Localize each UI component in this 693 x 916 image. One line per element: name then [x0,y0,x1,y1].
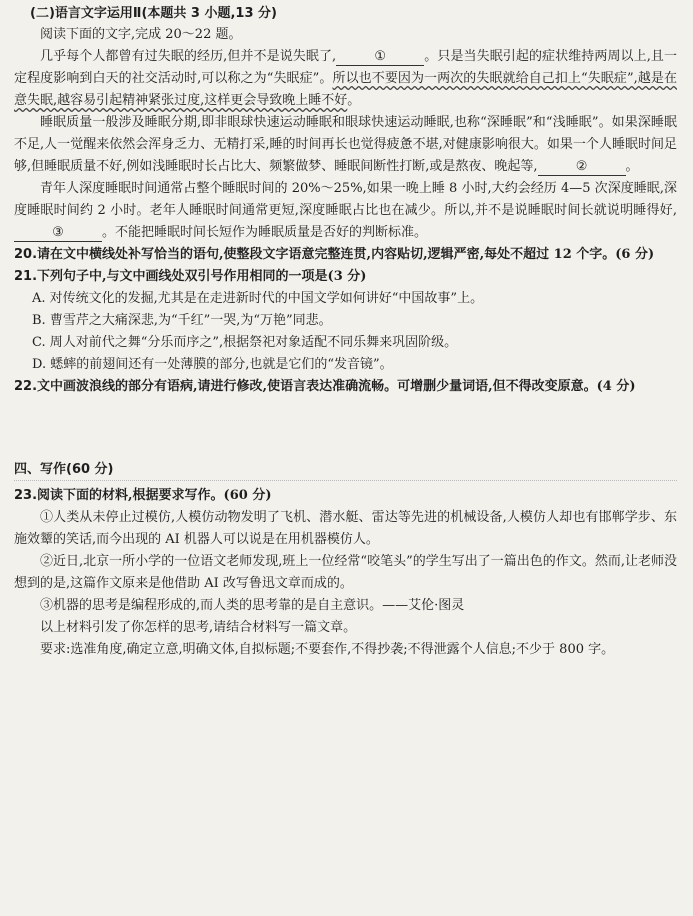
writing-section-title: 四、写作(60 分) [14,462,114,477]
material-1: ①人类从未停止过模仿,人模仿动物发明了飞机、潜水艇、雷达等先进的机械设备,人模仿人却也有邯郸学步、东施效颦的笑话,而今出现的 AI 机器人可以说是在用机器模仿人。 [14,510,677,547]
question-20: 20.请在文中横线处补写恰当的语句,使整段文字语意完整连贯,内容贴切,逻辑严密,每处不超过 12 个字。(6 分) [14,247,655,262]
wavy-underlined-sentence: 所以也不要因为一两次的失眠就给自己扣上“失眠症”,越是在意失眠,越容易引起精神紧张过度,这样更会导致晚上睡不好 [14,71,677,108]
answer-blank-3[interactable]: ③ [14,225,102,242]
option-d[interactable]: D. 蟋蟀的前翅间还有一处薄膜的部分,也就是它们的“发音镜”。 [32,357,393,372]
option-a[interactable]: A. 对传统文化的发掘,尤其是在走进新时代的中国文学如何讲好“中国故事”上。 [32,291,484,306]
option-c[interactable]: C. 周人对前代之舞“分乐而序之”,根据祭祀对象适配不同乐舞来巩固阶级。 [32,335,458,350]
section-title: (二)语言文字运用Ⅱ(本题共 3 小题,13 分) [30,6,277,21]
question-23: 23.阅读下面的材料,根据要求写作。(60 分) [14,488,272,503]
passage-paragraph-2: 睡眠质量一般涉及睡眠分期,即非眼球快速运动睡眠和眼球快速运动睡眠,也称“深睡眠”和“浅睡眠”。如果深睡眠不足,人一觉醒来依然会浑身乏力、无精打采,睡的时间再长也觉得疲惫不堪,对健康影响很大。如果一个人睡眠时间足够,但睡眠质量不好,例如浅睡眠时长占比大、频繁做梦、睡眠间断性打断,或是熬夜、晚起等, ② 。 [14,115,677,174]
material-2: ②近日,北京一所小学的一位语文老师发现,班上一位经常“咬笔头”的学生写出了一篇出色的作文。然而,让老师没想到的是,这篇作文原来是他借助 AI 改写鲁迅文章而成的。 [14,554,677,591]
reading-instruction: 阅读下面的文字,完成 20～22 题。 [40,27,242,42]
divider [14,480,677,481]
passage-paragraph-1: 几乎每个人都曾有过失眠的经历,但并不是说失眠了, ① 。只是当失眠引起的症状维持两周以上,且一定程度影响到白天的社交活动时,可以称之为“失眠症”。所以也不要因为一两次的失眠就给自己扣上“失眠症”,越是在意失眠,越容易引起精神紧张过度,这样更会导致晚上睡不好。 [14,49,677,108]
question-22: 22.文中画波浪线的部分有语病,请进行修改,使语言表达准确流畅。可增删少量词语,但不得改变原意。(4 分) [14,379,636,394]
material-3: ③机器的思考是编程形成的,而人类的思考靠的是自主意识。——艾伦·图灵 [40,598,465,613]
writing-prompt: 以上材料引发了你怎样的思考,请结合材料写一篇文章。 [40,620,357,635]
answer-blank-1[interactable]: ① [336,49,424,66]
option-b[interactable]: B. 曹雪芹之大痛深悲,为“千红”一哭,为“万艳”同悲。 [32,313,332,328]
blank-space [14,398,677,460]
writing-requirements: 要求:选准角度,确定立意,明确文体,自拟标题;不要套作,不得抄袭;不得泄露个人信息;不少于 800 字。 [40,642,615,657]
passage-paragraph-3: 青年人深度睡眠时间通常占整个睡眠时间的 20%～25%,如果一晚上睡 8 小时,大约会经历 4—5 次深度睡眠,深度睡眠时间约 2 小时。老年人睡眠时间通常更短,深度睡眠占比也在减少。所以,并不是说睡眠时间长就说明睡得好,③ 。不能把睡眠时间长短作为睡眠质量是否好的判断标准。 [14,181,677,240]
question-21: 21.下列句子中,与文中画线处双引号作用相同的一项是(3 分) [14,269,367,284]
answer-blank-2[interactable]: ② [538,159,626,176]
